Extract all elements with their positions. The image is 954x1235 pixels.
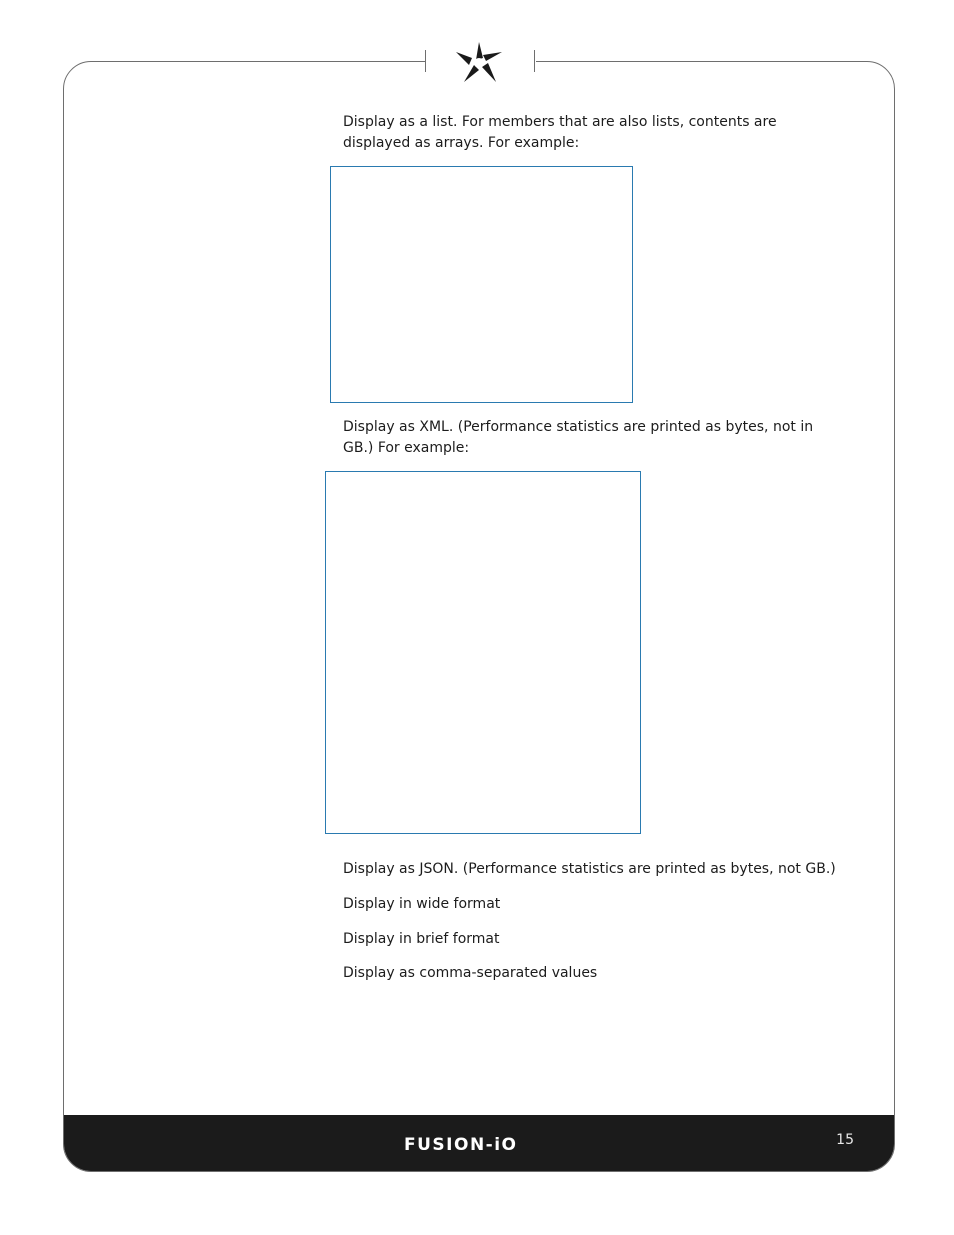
fusion-io-star-icon xyxy=(452,38,506,86)
brief-format-description: Display in brief format xyxy=(343,931,500,947)
page-number: 15 xyxy=(836,1132,854,1148)
fusion-io-brand-logo xyxy=(404,1133,556,1155)
wide-format-description: Display in wide format xyxy=(343,896,501,912)
list-example-box xyxy=(330,166,633,403)
header-tick-right xyxy=(534,50,535,72)
page-footer xyxy=(64,1115,894,1171)
json-format-description: Display as JSON. (Performance statistics are printed as bytes, not GB.) xyxy=(343,861,836,877)
list-format-description: Display as a list. For members that are also lists, contents are displayed as arrays. For example: xyxy=(343,114,777,151)
header-tick-left xyxy=(425,50,426,72)
xml-format-description: Display as XML. (Performance statistics are printed as bytes, not in GB.) For example: xyxy=(343,419,814,456)
csv-format-description: Display as comma-separated values xyxy=(343,965,598,981)
xml-example-box xyxy=(325,471,641,834)
svg-text:FUSION-iO: FUSION-iO xyxy=(404,1135,518,1155)
